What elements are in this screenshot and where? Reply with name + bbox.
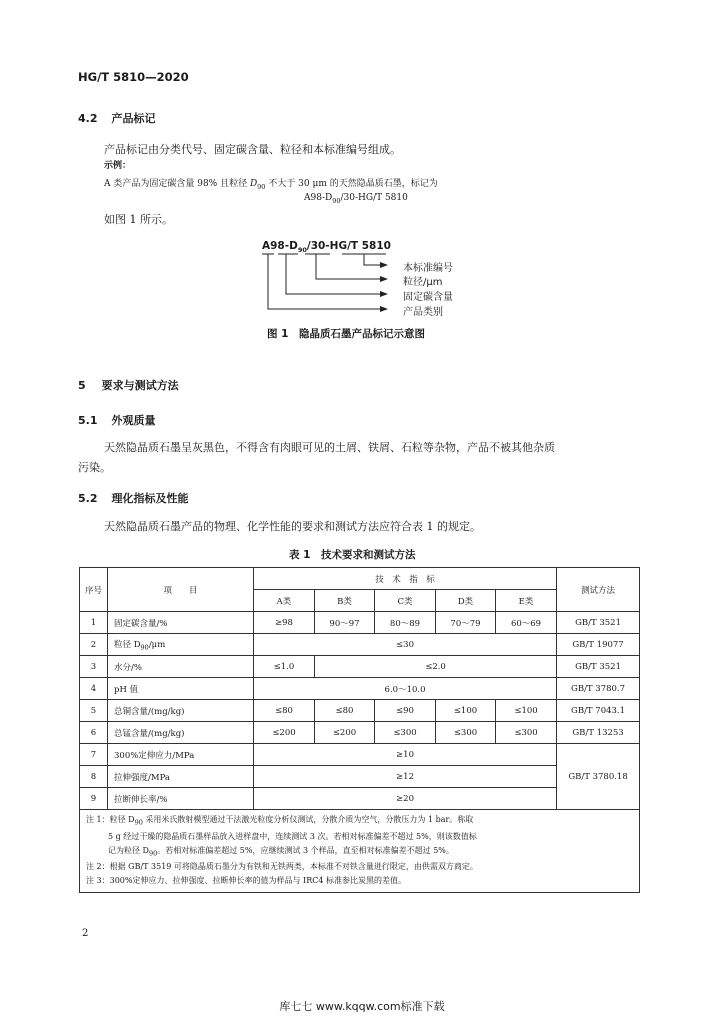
figure-label-size: 粒径/μm <box>403 277 443 288</box>
leader-class <box>268 254 380 309</box>
section-5-1-paragraph-line-1: 天然隐晶质石墨呈灰黑色，不得含有肉眼可见的土屑、铁屑、石粒等杂物，产品不被其他杂质 <box>104 441 555 454</box>
figure-caption: 图 1 隐晶质石墨产品标记示意图 <box>267 328 425 340</box>
cell-value: ≤80 <box>254 700 315 722</box>
section-4-2-heading <box>78 110 156 126</box>
cell-value: ≥98 <box>254 612 315 634</box>
cell-item: 水分/% <box>108 656 254 678</box>
cell-value: ≥12 <box>254 766 557 788</box>
cell-no: 3 <box>80 656 108 678</box>
cell-item: pH 值 <box>108 678 254 700</box>
example-code: $A98-D_{90}/30-HG/T$ 5810 <box>304 193 408 205</box>
cell-value: ≤100 <box>496 700 557 722</box>
table-notes <box>80 810 640 893</box>
arrowhead <box>380 306 388 312</box>
standard-code: HG/T 5810—2020 <box>78 70 189 84</box>
figure-label-standard: 本标准编号 <box>403 263 453 274</box>
footer-watermark: 库七七 www.kqqw.com标准下载 <box>279 1000 445 1013</box>
cell-no: 5 <box>80 700 108 722</box>
table-row <box>80 766 640 788</box>
cell-value: ≤1.0 <box>254 656 315 678</box>
cell-value: 70～79 <box>436 612 496 634</box>
cell-value: ≤300 <box>496 722 557 744</box>
cell-method: GB/T 19077 <box>557 634 640 656</box>
note-1-line-1: 注 1：粒径 $D_{90}$ 采用米氏散射模型通过干法激光粒度分析仪测试，分散介质为空气，分散压力为 1 bar。称取 <box>86 815 474 827</box>
arrowhead <box>380 262 388 268</box>
table-row <box>80 744 640 766</box>
header-item: 项 目 <box>108 568 254 612</box>
header-class-e: E类 <box>496 590 557 612</box>
technical-requirements-table <box>79 567 640 893</box>
section-5-1-paragraph-line-2: 污染。 <box>78 461 111 474</box>
cell-item: 300%定伸应力/MPa <box>108 744 254 766</box>
table-row <box>80 612 640 634</box>
cell-value: 80～89 <box>375 612 436 634</box>
page-number: 2 <box>82 928 89 939</box>
cell-value: 6.0～10.0 <box>254 678 557 700</box>
table-row <box>80 700 640 722</box>
example-label: 示例： <box>104 161 132 171</box>
cell-no: 9 <box>80 788 108 810</box>
see-figure-text: 如图 1 所示。 <box>104 213 173 226</box>
header-tech: 技 术 指 标 <box>254 568 557 590</box>
table-row <box>80 788 640 810</box>
cell-value: ≤100 <box>436 700 496 722</box>
table-caption: 表 1 技术要求和测试方法 <box>289 549 416 561</box>
table-row <box>80 656 640 678</box>
cell-method: GB/T 3780.18 <box>557 744 640 810</box>
cell-value: ≤300 <box>436 722 496 744</box>
cell-value: ≥10 <box>254 744 557 766</box>
leader-size <box>316 254 380 279</box>
arrowhead <box>380 276 388 282</box>
figure-label-carbon: 固定碳含量 <box>403 292 453 303</box>
cell-no: 1 <box>80 612 108 634</box>
leader-standard <box>364 254 380 265</box>
header-class-d: D类 <box>436 590 496 612</box>
cell-value: ≤200 <box>315 722 375 744</box>
cell-method: GB/T 3780.7 <box>557 678 640 700</box>
cell-method: GB/T 3521 <box>557 612 640 634</box>
header-seq: 序号 <box>80 568 108 612</box>
cell-no: 6 <box>80 722 108 744</box>
section-5-1-heading: 5.1 外观质量 <box>78 414 156 427</box>
note-1-line-3: 记为粒径 $D_{90}$。若相对标准偏差超过 5%，应继续测试 3 个样品，直至相对标准偏差不超过 5%。 <box>108 845 454 858</box>
cell-value: ≤90 <box>375 700 436 722</box>
cell-method: GB/T 7043.1 <box>557 700 640 722</box>
header-class-a: A类 <box>254 590 315 612</box>
cell-value: 60～69 <box>496 612 557 634</box>
table-row <box>80 678 640 700</box>
note-2: 注 2：根据 GB/T 3519 可将隐晶质石墨分为有铁和无铁两类，本标准不对铁含量进行限定，由供需双方商定。 <box>86 862 478 872</box>
arrowhead <box>380 291 388 297</box>
note-3: 注 3：300%定伸应力、拉伸强度、拉断伸长率的值为样品与 IRC4 标准参比炭黑的差值。 <box>86 876 406 886</box>
section-5-2-heading: 5.2 理化指标及性能 <box>78 492 189 505</box>
figure-code: $A98-D_{90}/30-HG/T$ 5810 <box>262 240 391 255</box>
cell-method: GB/T 13253 <box>557 722 640 744</box>
section-5-2-paragraph: 天然隐晶质石墨产品的物理、化学性能的要求和测试方法应符合表 1 的规定。 <box>104 520 481 533</box>
cell-value: ≤2.0 <box>315 656 557 678</box>
figure-label-class: 产品类别 <box>403 307 443 318</box>
header-method: 测试方法 <box>557 568 640 612</box>
cell-value: ≤300 <box>375 722 436 744</box>
cell-item: 总铜含量/(mg/kg) <box>108 700 254 722</box>
section-number: 4.2 <box>78 112 98 125</box>
section-5-heading: 5 要求与测试方法 <box>78 379 179 392</box>
cell-no: 4 <box>80 678 108 700</box>
cell-item: 固定碳含量/% <box>108 612 254 634</box>
section-4-2-paragraph: 产品标记由分类代号、固定碳含量、粒径和本标准编号组成。 <box>104 143 401 156</box>
example-line-1: A 类产品为固定碳含量 98% 且粒径 $D_{90}$ 不大于 30 μm 的天然隐晶质石墨，标记为 <box>104 179 438 191</box>
figure-1-diagram <box>250 250 410 320</box>
cell-no: 2 <box>80 634 108 656</box>
cell-method: GB/T 3521 <box>557 656 640 678</box>
header-class-b: B类 <box>315 590 375 612</box>
table-header-row <box>80 568 640 590</box>
cell-item: 拉断伸长率/% <box>108 788 254 810</box>
cell-value: ≤30 <box>254 634 557 656</box>
note-1-line-2: 5 g 经过干燥的隐晶质石墨样品放入进样盘中，连续测试 3 次。若相对标准偏差不超过 5%，则该数值标 <box>108 831 477 841</box>
section-title: 产品标记 <box>111 112 156 125</box>
cell-no: 8 <box>80 766 108 788</box>
table-row <box>80 634 640 656</box>
cell-value: ≤200 <box>254 722 315 744</box>
cell-item: 拉伸强度/MPa <box>108 766 254 788</box>
cell-value: 90～97 <box>315 612 375 634</box>
header-class-c: C类 <box>375 590 436 612</box>
cell-item: 总锰含量/(mg/kg) <box>108 722 254 744</box>
cell-no: 7 <box>80 744 108 766</box>
leader-carbon <box>286 254 380 294</box>
cell-value: ≤80 <box>315 700 375 722</box>
table-row <box>80 722 640 744</box>
cell-item: 粒径 $D_{90}/\mu m$ <box>108 634 254 656</box>
table-notes-row <box>80 810 640 893</box>
cell-value: ≥20 <box>254 788 557 810</box>
